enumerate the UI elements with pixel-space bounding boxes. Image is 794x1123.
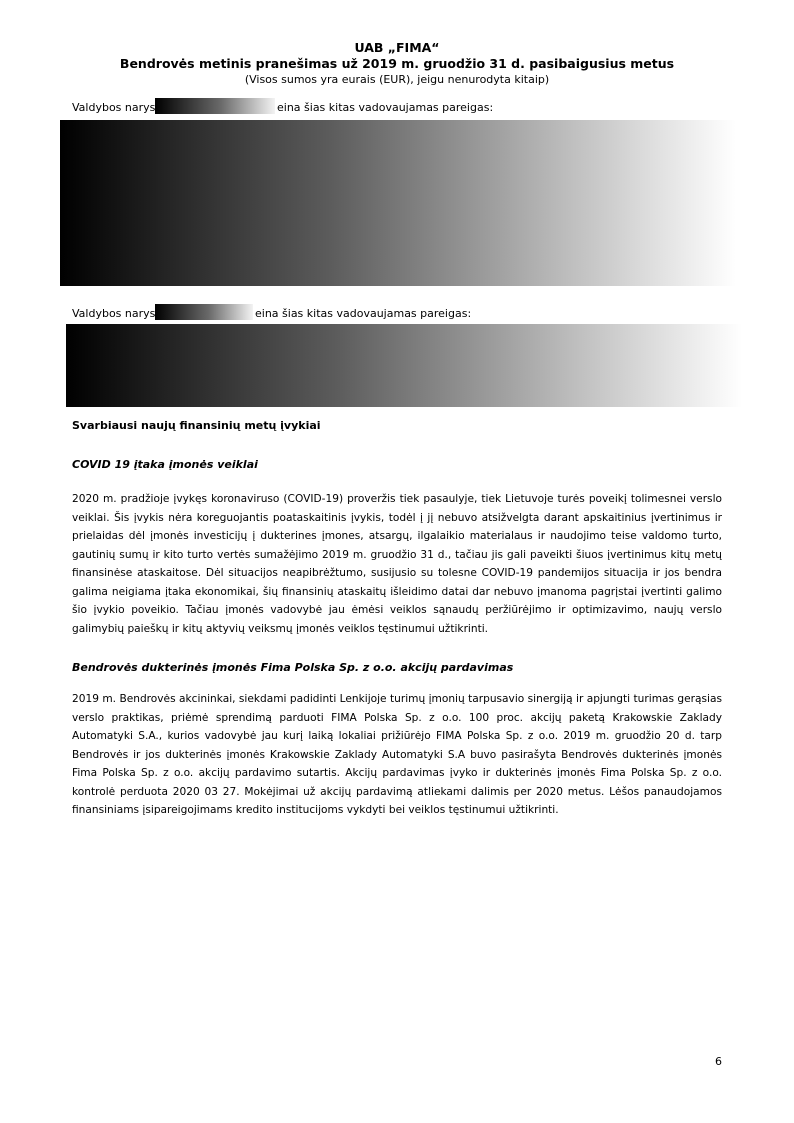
currency-note: (Visos sumos yra eurais (EUR), jeigu nenurodyta kitaip) [244,73,550,86]
events-heading: Svarbiausi naujų finansinių metų įvykiai [72,419,321,432]
redacted-block-1 [60,120,736,286]
board-member-label-1: Valdybos narys [72,101,156,114]
board-member-duties-1: eina šias kitas vadovaujamas pareigas: [277,101,494,114]
redacted-name-2 [155,304,253,320]
board-member-duties-2: eina šias kitas vadovaujamas pareigas: [255,307,472,320]
sale-paragraph: 2019 m. Bendrovės akcininkai, siekdami padidinti Lenkijoje turimų įmonių tarpusavio sinergiją ir apjungti turimas gerąsias verslo praktikas, priėmė sprendimą parduoti FIMA Polska Sp. z o.o. 100 proc. akcijų paketą Krakowskie Zaklady Automatyki S.A., kurios vadovybė jau kurį laiką lokaliai prižiūrėjo FIMA Polska Sp. z o.o. 2019 m. gruodžio 20 d. tarp Bendrovės ir jos dukterinės įmonės Krakowskie Zaklady Automatyki S.A buvo pasirašyta Bendrovės dukterinės įmonės Fima Polska Sp. z o.o. akcijų pardavimo sutartis. Akcijų pardavimas įvyko ir dukterinės įmonės Fima Polska Sp. z o.o. kontrolė perduota 2020 03 27. Mokėjimai už akcijų pardavimą atliekami dalimis per 2020 metus. Lėšos panaudojamos finansiniams įsipareigojimams kredito institucijoms vykdyti bei veiklos tęstinumui užtikrinti. [72,693,722,816]
covid-paragraph: 2020 m. pradžioje įvykęs koronaviruso (COVID-19) proveržis tiek pasaulyje, tiek Lietuvoje turės poveikį tolimesnei verslo veiklai. Šis įvykis nėra koreguojantis poataskaitinis įvykis, todėl į jį nebuvo atsižvelgta darant apskaitinius įvertinimus ir prielaidas dėl įmonės investicijų į dukterines įmones, atsargų, ilgalaikio materialaus ir naudojimo teise valdomo turto, gautinių sumų ir kito turto vertės sumažėjimo 2019 m. gruodžio 31 d., tačiau jis gali paveikti šiuos įvertinimus kitų metų finansinėse ataskaitose. Dėl situacijos neapibrėžtumo, susijusio su tolesne COVID-19 pandemijos situacija ir jos bendra galima neigiama įtaka ekonomikai, šių finansinių ataskaitų išleidimo datai dar nebuvo įmanoma pagrįstai įvertinti galimo šio įvykio poveikio. Tačiau įmonės vadovybė jau ėmėsi veiklos sąnaudų peržiūrėjimo ir optimizavimo, naujų verslo galimybių paieškų ir kitų aktyvių veiksmų įmonės veiklos tęstinumui užtikrinti. [72,493,722,635]
page-number: 6 [715,1055,722,1068]
board-member-label-2: Valdybos narys [72,307,156,320]
sale-section-title: Bendrovės dukterinės įmonės Fima Polska Sp. z o.o. akcijų pardavimas [72,661,514,674]
report-title: Bendrovės metinis pranešimas už 2019 m. gruodžio 31 d. pasibaigusius metus [119,56,675,71]
redacted-block-2 [66,324,742,407]
redacted-name-1 [155,98,275,114]
covid-section-title: COVID 19 įtaka įmonės veiklai [72,458,258,471]
company-name: UAB „FIMA“ [354,40,440,55]
document-header [0,40,794,87]
